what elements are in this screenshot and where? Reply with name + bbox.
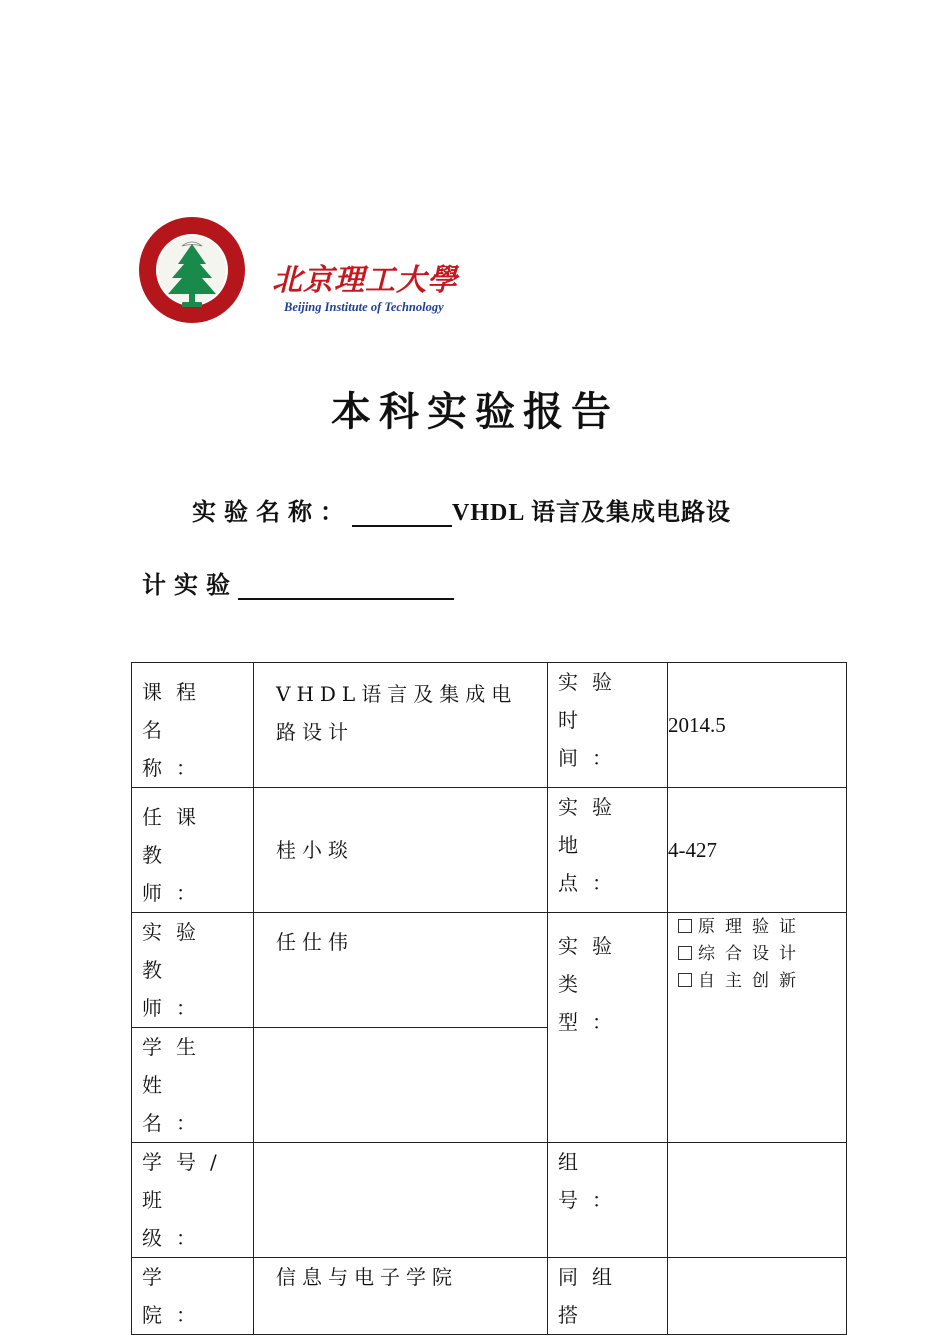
id-label-cell: 学号/班级：	[132, 1143, 254, 1258]
group-label-cell: 组号：	[548, 1143, 668, 1258]
group-value-cell	[668, 1143, 847, 1258]
student-label-cell: 学生姓名：	[132, 1028, 254, 1143]
university-seal-icon	[138, 216, 246, 324]
teacher-label-cell: 任课教师：	[132, 788, 254, 913]
location-value-cell: 4-427	[668, 788, 847, 913]
report-title: 本科实验报告	[331, 389, 619, 435]
lab-teacher-label-cell: 实验教师：	[132, 913, 254, 1028]
university-name-en: Beijing Institute of Technology	[284, 300, 444, 314]
college-label-cell: 学院：	[132, 1258, 254, 1335]
type-options-cell	[668, 913, 847, 1143]
course-value-cell: VHDL语言及集成电路设计	[254, 663, 548, 788]
experiment-name-label: 实验名称：	[192, 497, 352, 526]
blank-line	[352, 499, 452, 527]
id-value-cell	[254, 1143, 548, 1258]
type-label-cell: 实验类型：	[548, 913, 668, 1143]
location-label-cell: 实验地点：	[548, 788, 668, 913]
type-option[interactable]: 综合设计	[668, 940, 846, 967]
experiment-name-line2	[142, 565, 454, 600]
university-logo	[272, 264, 472, 315]
lab-teacher-value-cell: 任仕伟	[254, 913, 548, 1028]
checkbox-icon	[678, 919, 692, 933]
blank-line	[238, 572, 454, 600]
type-option[interactable]: 原理验证	[668, 913, 846, 940]
university-name-cn: 北京理工大學	[272, 263, 458, 298]
teacher-value-cell: 桂小琰	[254, 788, 548, 913]
course-label-cell: 课程名称：	[132, 663, 254, 788]
partner-value-cell	[668, 1258, 847, 1335]
checkbox-icon	[678, 973, 692, 987]
time-label-cell: 实验时间：	[548, 663, 668, 788]
checkbox-icon	[678, 946, 692, 960]
college-value-cell: 信息与电子学院	[254, 1258, 548, 1335]
type-option[interactable]: 自主创新	[668, 967, 846, 994]
experiment-name-line1	[192, 492, 731, 527]
time-value-cell: 2014.5	[668, 663, 847, 788]
experiment-name-part2: 计实验	[142, 570, 238, 599]
info-table	[131, 662, 847, 1335]
partner-label-cell: 同组搭	[548, 1258, 668, 1335]
experiment-name-part1: VHDL 语言及集成电路设	[452, 500, 732, 526]
student-value-cell	[254, 1028, 548, 1143]
